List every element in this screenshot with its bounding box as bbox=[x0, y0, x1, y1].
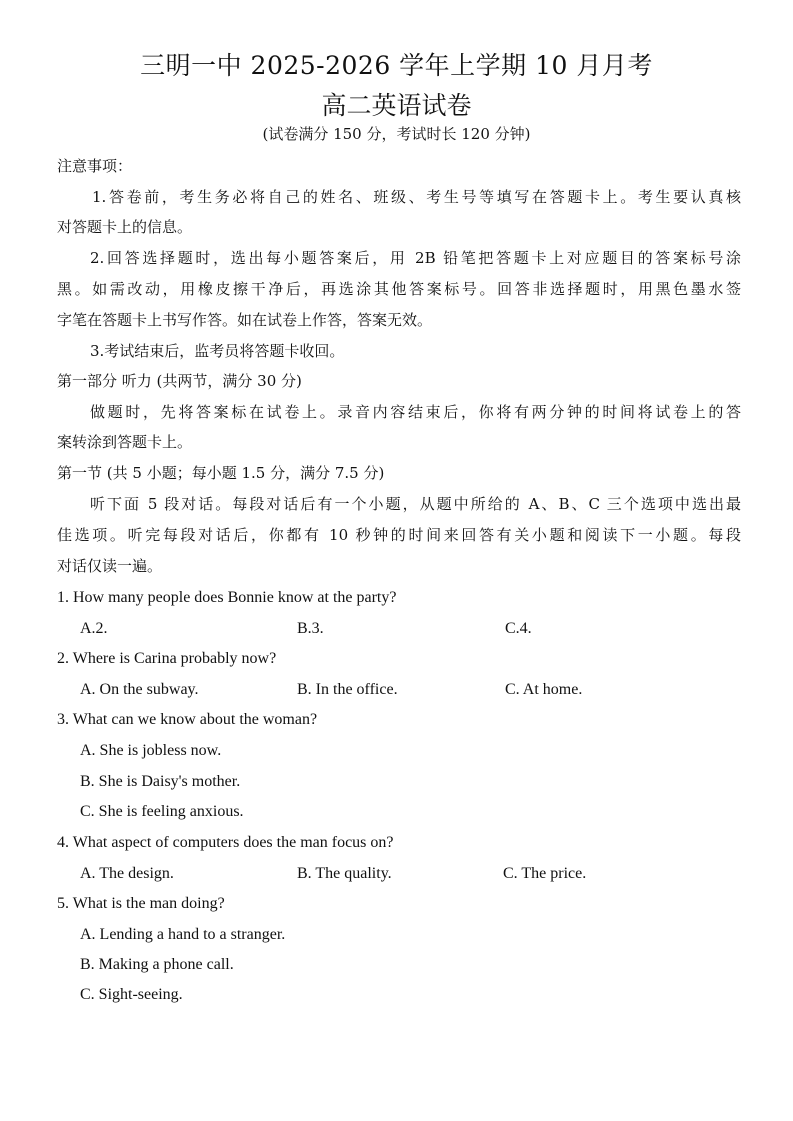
question-5-stem: 5. What is the man doing? bbox=[57, 895, 225, 912]
question-1-option-c: C.4. bbox=[505, 620, 532, 637]
question-1-option-a: A.2. bbox=[80, 620, 108, 637]
question-3-stem: 3. What can we know about the woman? bbox=[57, 711, 318, 728]
part-1-intro-line-2: 案转涂到答题卡上。 bbox=[57, 433, 193, 451]
question-3-option-a: A. She is jobless now. bbox=[80, 742, 222, 759]
question-3-option-b: B. She is Daisy's mother. bbox=[80, 773, 241, 790]
notice-item-1-line-1: 1.答卷前，考生务必将自己的姓名、班级、考生号等填写在答题卡上。考生要认真核 bbox=[92, 188, 741, 206]
question-1-option-b: B.3. bbox=[297, 620, 324, 637]
question-2-option-c: C. At home. bbox=[505, 681, 583, 698]
question-2-option-b: B. In the office. bbox=[297, 681, 398, 698]
exam-title: 三明一中 2025-2026 学年上学期 10 月月考 bbox=[140, 51, 653, 80]
notice-heading: 注意事项： bbox=[57, 157, 133, 175]
question-5-option-a: A. Lending a hand to a stranger. bbox=[80, 926, 286, 943]
exam-info: (试卷满分 150 分，考试时长 120 分钟) bbox=[262, 125, 531, 143]
notice-item-2-line-1: 2.回答选择题时，选出每小题答案后，用 2B 铅笔把答题卡上对应题目的答案标号涂 bbox=[90, 249, 741, 267]
exam-subject-title: 高二英语试卷 bbox=[321, 91, 472, 120]
question-2-stem: 2. Where is Carina probably now? bbox=[57, 650, 277, 667]
section-1-intro-line-1: 听下面 5 段对话。每段对话后有一个小题，从题中所给的 A、B、C 三个选项中选出最 bbox=[90, 495, 741, 513]
question-4-stem: 4. What aspect of computers does the man focus on? bbox=[57, 834, 394, 851]
notice-item-1-line-2: 对答题卡上的信息。 bbox=[57, 218, 193, 236]
section-1-heading: 第一节 (共 5 小题；每小题 1.5 分，满分 7.5 分) bbox=[57, 464, 385, 482]
question-3-option-c: C. She is feeling anxious. bbox=[80, 803, 244, 820]
question-2-option-a: A. On the subway. bbox=[80, 681, 199, 698]
question-4-option-b: B. The quality. bbox=[297, 865, 392, 882]
notice-item-2-line-2: 黑。如需改动，用橡皮擦干净后，再选涂其他答案标号。回答非选择题时，用黑色墨水签 bbox=[57, 280, 741, 298]
part-1-intro-line-1: 做题时，先将答案标在试卷上。录音内容结束后，你将有两分钟的时间将试卷上的答 bbox=[90, 403, 741, 421]
question-1-stem: 1. How many people does Bonnie know at the party? bbox=[57, 589, 397, 606]
notice-item-2-line-3: 字笔在答题卡上书写作答。如在试卷上作答，答案无效。 bbox=[57, 311, 433, 329]
question-4-option-c: C. The price. bbox=[503, 865, 587, 882]
question-4-option-a: A. The design. bbox=[80, 865, 174, 882]
notice-item-3: 3.考试结束后，监考员将答题卡收回。 bbox=[90, 342, 345, 360]
section-1-intro-line-2: 佳选项。听完每段对话后，你都有 10 秒钟的时间来回答有关小题和阅读下一小题。每段 bbox=[57, 526, 741, 544]
part-1-heading: 第一部分 听力 (共两节，满分 30 分) bbox=[57, 372, 302, 390]
question-5-option-b: B. Making a phone call. bbox=[80, 956, 234, 973]
question-5-option-c: C. Sight-seeing. bbox=[80, 986, 183, 1003]
section-1-intro-line-3: 对话仅读一遍。 bbox=[57, 557, 163, 575]
